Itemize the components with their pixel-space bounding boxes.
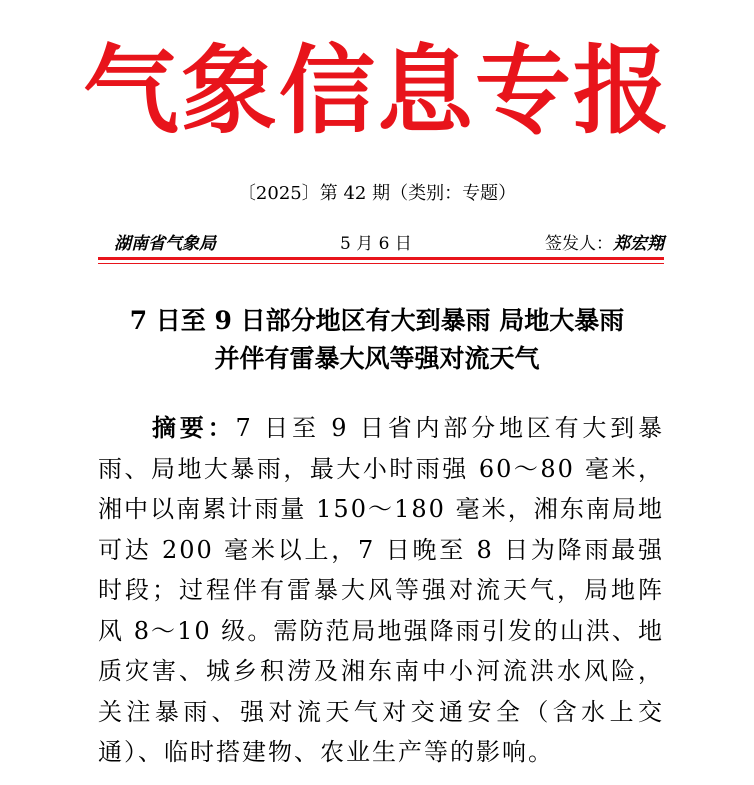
abstract-section [98,408,664,773]
article-headline [0,302,754,378]
signer-block [545,231,664,257]
issue-date: 5 月 6 日 [340,234,412,254]
abstract-paragraph [98,408,664,773]
signer-label: 签发人： [545,234,613,254]
headline-line-2: 并伴有雷暴大风等强对流天气 [214,344,540,373]
abstract-label: 摘要： [152,413,236,442]
signer-name: 郑宏翔 [613,234,664,254]
headline-line-1: 7 日至 9 日部分地区有大到暴雨 局地大暴雨 [129,306,625,335]
issue-number: 〔2025〕第 42 期（类别：专题） [237,183,517,204]
bulletin-masthead: 气象信息专报 [83,34,671,147]
issuing-agency: 湖南省气象局 [114,234,216,254]
header-divider-thick [98,257,664,260]
header-divider-thin [98,263,664,264]
abstract-text: 7 日至 9 日省内部分地区有大到暴雨、局地大暴雨，最大小时雨强 60～80 毫米，湘中以南累计雨量 150～180 毫米，湘东南局地可达 200 毫米以上，7 日晚至 8 日为降雨最强时段；过程伴有雷暴大风等强对流天气，局地阵风 8～10 级。需防范局地强降雨引发的山洪、地质灾害、城乡积涝及湘东南中小河流洪水风险，关注暴雨、强对流天气对交通安全（含水上交通）、临时搭建物、农业生产等的影响。 [98,414,664,766]
bulletin-meta-row [98,231,664,257]
